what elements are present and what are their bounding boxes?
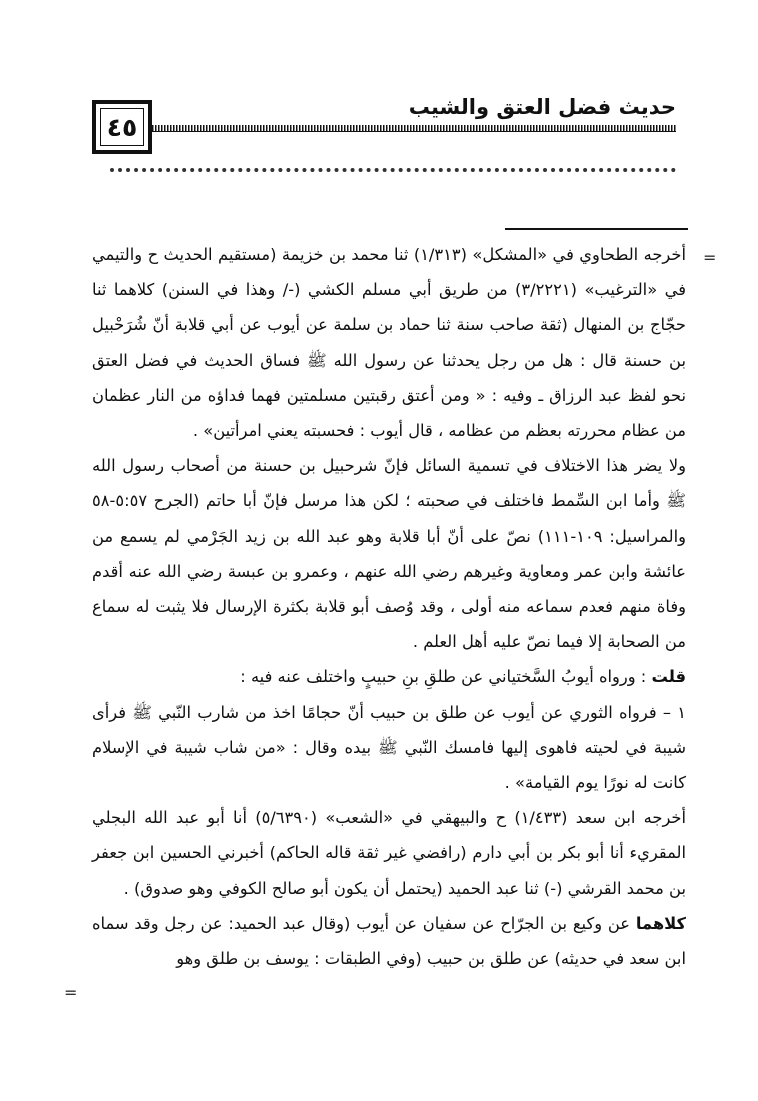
paragraph-text: أخرجه ابن سعد (١/٤٣٣) ح والبيهقي في «الشعب» (٥/٦٣٩٠) أنا أبو عبد الله البجلي المقريء أنا أبو بكر بن أبي دارم (رافضي غير ثقة قاله الحاكم) أخبرني الحسين ابن جعفر بن محمد القرشي (-) ثنا عبد الحميد (يحتمل أن يكون أبو صالح الكوفي وهو صدوق) . bbox=[92, 808, 687, 898]
continuation-marker-bottom: = bbox=[64, 983, 78, 1002]
paragraph-text: ولا يضر هذا الاختلاف في تسمية السائل فإنّ شرحبيل بن حسنة من أصحاب رسول الله ﷺ وأما ابن السِّمط فاختلف في صحبته ؛ لكن هذا مرسل فإنّ أبا حاتم (الجرح ٥:٥٧-٥٨ والمراسيل: ١٠٩-١١١) نصّ على أنّ أبا قلابة وهو عبد الله بن زيد الجَرْمي لم يسمع من عائشة وابن عمر ومعاوية وغيرهم رضي الله عنهم ، وعمرو بن عبسة رضي الله عنه أقدم وفاة منهم فعدم سماعه منه أولى ، وقد وُصف أبو قلابة بكثرة الإرسال فلا يثبت له سماع من الصحابة إلا فيما نصّ عليه أهل العلم . bbox=[92, 456, 686, 652]
paragraph-5 bbox=[92, 800, 686, 906]
page-number: ٤٥ bbox=[100, 108, 144, 146]
paragraph-6 bbox=[92, 906, 686, 976]
paragraph-text: : ورواه أيوبُ السَّختياني عن طلقِ بنِ حبيبٍ واختلف عنه فيه : bbox=[240, 667, 647, 687]
dotted-separator bbox=[110, 168, 676, 172]
paragraph-lead: كلاهما bbox=[635, 913, 686, 933]
running-title: حديث فضل العتق والشيب bbox=[408, 95, 676, 119]
paragraph-text: أخرجه الطحاوي في «المشكل» (١/٣١٣) ثنا محمد بن خزيمة (مستقيم الحديث ح والتيمي في «الترغيب» (٣/٢٢٢١) من طريق أبي مسلم الكشي (-/ وهذا في السنن) كلاهما ثنا حجّاج بن المنهال (ثقة صاحب سنة ثنا حماد بن سلمة عن أيوب عن أبي قلابة أنّ شُرَحْبيل بن حسنة قال : هل من رجل يحدثنا عن رسول الله ﷺ فساق الحديث في فضل العتق نحو لفظ عبد الرزاق ـ وفيه : « ومن أعتق رقبتين مسلمتين فهما فداؤه من النار عظمان من عظام محررته بعظم من عظامه ، قال أيوب : فحسبته يعني امرأتين» . bbox=[92, 245, 686, 441]
footnote-text bbox=[92, 237, 686, 976]
footnote-rule bbox=[505, 228, 688, 230]
continuation-marker-top: = bbox=[703, 248, 717, 267]
page-number-box bbox=[92, 100, 152, 154]
paragraph-4 bbox=[92, 695, 686, 801]
paragraph-text: عن وكيع بن الجرّاح عن سفيان عن أيوب (وقال عبد الحميد: عن رجل وقد سماه ابن سعد في حديثه) عن طلق بن حبيب (وفي الطبقات : يوسف بن طلق وهو bbox=[92, 913, 686, 969]
paragraph-3 bbox=[92, 659, 686, 694]
header-rule bbox=[152, 131, 676, 132]
paragraph-lead: قلت bbox=[651, 667, 686, 687]
paragraph-1 bbox=[92, 237, 686, 448]
page-header bbox=[0, 0, 758, 170]
paragraph-2 bbox=[92, 448, 686, 659]
paragraph-text: ١ – فرواه الثوري عن أيوب عن طلق بن حبيب أنّ حجامًا اخذ من شارب النّبي ﷺ فرأى شيبة في لحيته فاهوى إليها فامسك النّبي ﷺ بيده وقال : «من شاب شيبة في الإسلام كانت له نورًا يوم القيامة» . bbox=[92, 702, 686, 793]
